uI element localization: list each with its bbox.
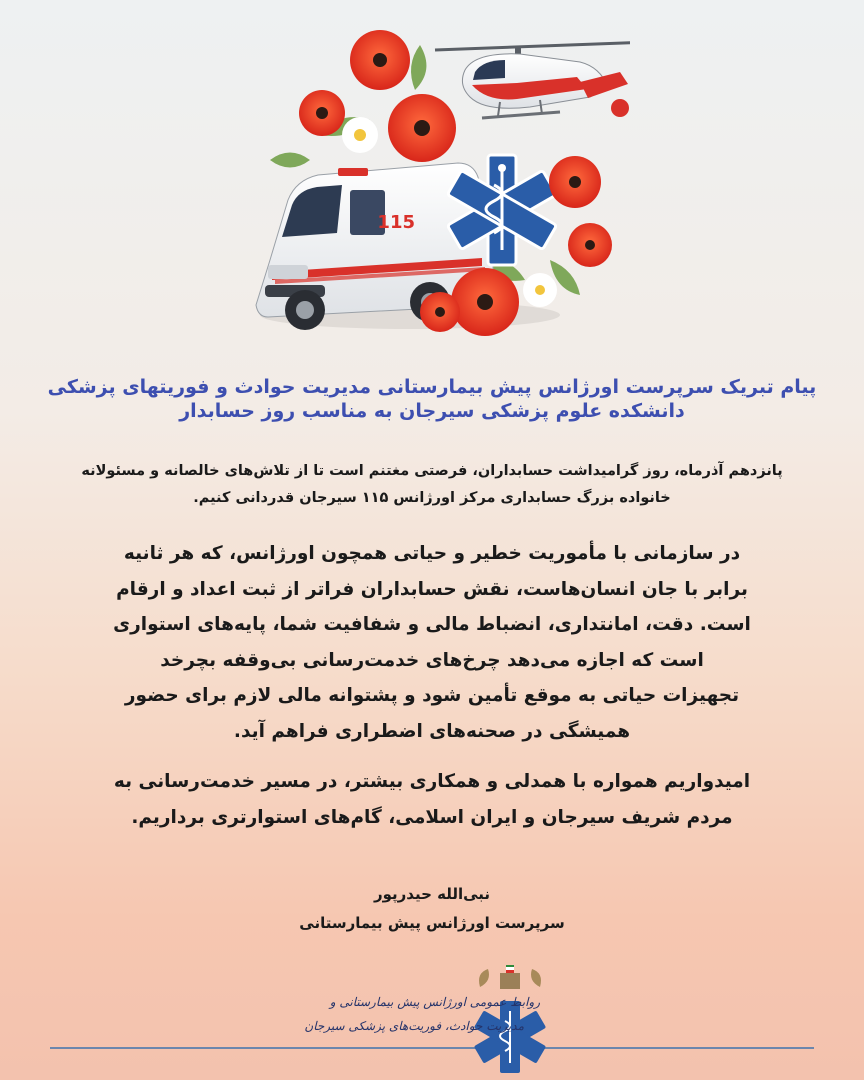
intro-line-1: پانزدهم آذرماه، روز گرامیداشت حسابداران، فرصتی مغتنم است تا از تلاش‌های خالصانه و مسئولانه xyxy=(81,463,783,479)
footer-caption xyxy=(300,990,540,1038)
body1-line-3: است. دقت، امانتداری، انضباط مالی و شفافیت شما، پایه‌های استواری xyxy=(113,614,751,635)
intro-paragraph xyxy=(30,458,834,512)
body-paragraph-1 xyxy=(40,536,824,749)
footer-line-1: روابط عمومی اورژانس پیش بیمارستانی و xyxy=(329,995,540,1009)
footer-line-2: مدیریت حوادث، فوریت‌های پزشکی سیرجان xyxy=(304,1019,524,1033)
body1-line-2: برابر با جان انسان‌هاست، نقش حسابداران فراتر از ثبت اعداد و ارقام xyxy=(116,578,748,600)
body-paragraph-2 xyxy=(40,764,824,835)
hero-illustration xyxy=(250,10,630,355)
title-line-2: دانشکده علوم پزشکی سیرجان به مناسب روز حسابدار xyxy=(179,400,685,422)
signature-block xyxy=(0,880,864,938)
body1-line-4: است که اجازه می‌دهد چرخ‌های خدمت‌رسانی بی‌وقفه بچرخد xyxy=(160,649,704,671)
intro-line-2: خانواده بزرگ حسابداری مرکز اورژانس ۱۱۵ سیرجان قدردانی کنیم. xyxy=(193,490,671,506)
body1-line-1: در سازمانی با مأموریت خطیر و حیاتی همچون اورژانس، که هر ثانیه xyxy=(123,543,741,564)
body2-line-1: امیدواریم همواره با همدلی و همکاری بیشتر، در مسیر خدمت‌رسانی به xyxy=(113,771,751,792)
ambulance-number: 115 xyxy=(377,212,415,233)
emblem-icon xyxy=(479,965,541,989)
page-title xyxy=(40,375,824,423)
signature-name: نبی‌الله حیدرپور xyxy=(373,885,491,903)
helicopter xyxy=(435,42,630,118)
body1-line-5: تجهیزات حیاتی به موقع تأمین شود و پشتوانه مالی لازم برای حضور xyxy=(124,685,740,706)
body1-line-6: همیشگی در صحنه‌های اضطراری فراهم آید. xyxy=(233,720,631,742)
signature-role: سرپرست اورژانس پیش بیمارستانی xyxy=(299,914,565,932)
title-line-1: پیام تبریک سرپرست اورژانس پیش بیمارستانی مدیریت حوادث و فوریتهای پزشکی xyxy=(47,376,817,398)
body2-line-2: مردم شریف سیرجان و ایران اسلامی، گام‌های استوارتری برداریم. xyxy=(131,806,733,828)
